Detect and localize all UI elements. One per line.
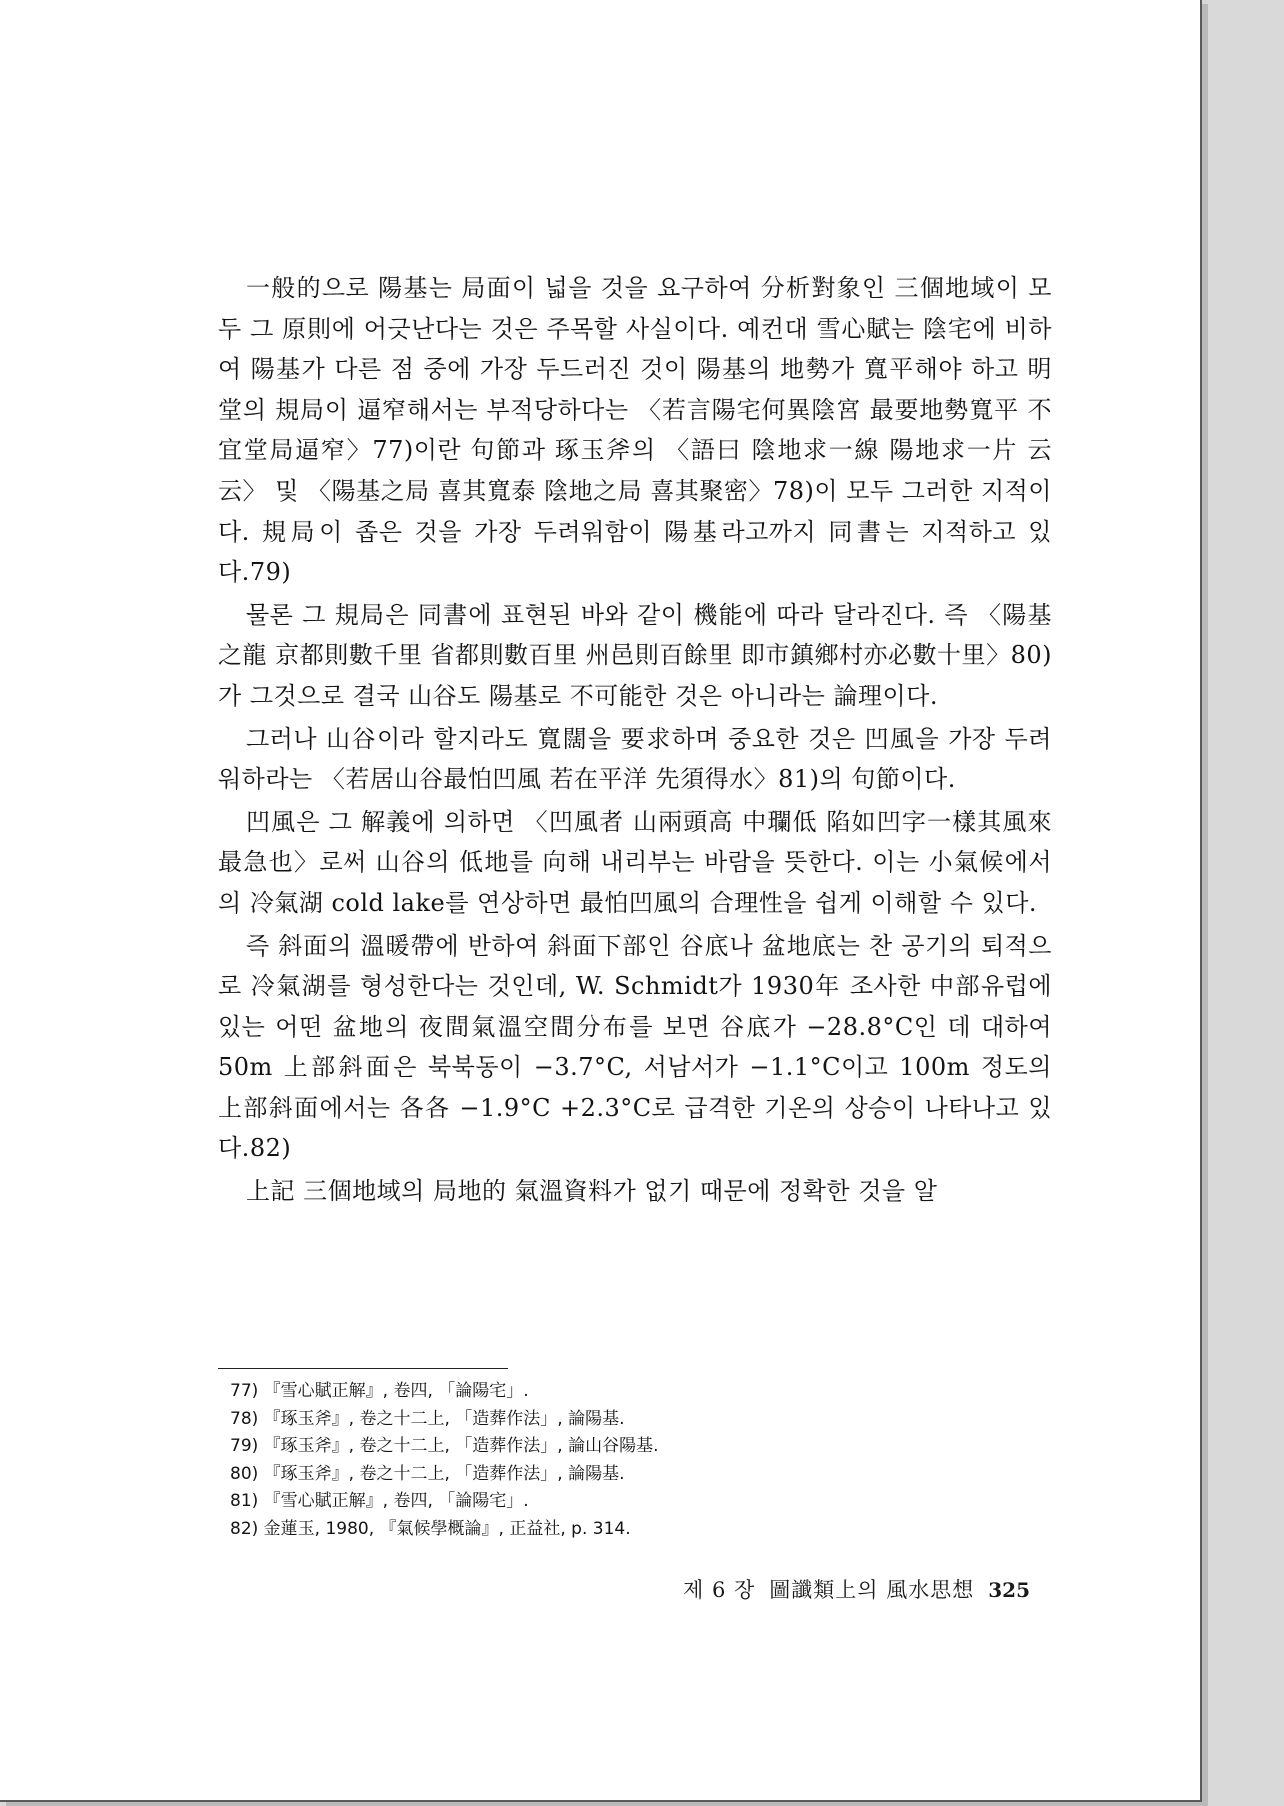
footnote: 79) 『琢玉斧』, 卷之十二上, 「造葬作法」, 論山谷陽基. xyxy=(230,1436,659,1457)
footnote: 82) 金蓮玉, 1980, 『氣候學概論』, 正益社, p. 314. xyxy=(230,1518,631,1539)
chapter-label: 제 6 장 xyxy=(682,1578,756,1602)
running-footer xyxy=(640,1574,1030,1604)
paragraph: 一般的으로 陽基는 局面이 넓을 것을 요구하여 分析對象인 三個地域이 모두 그 原則에 어긋난다는 것은 주목할 사실이다. 예컨대 雪心賦는 陰宅에 비하여 陽基가 다른 점 중에 가장 두드러진 것이 陽基의 地勢가 寬平해야 하고 明堂의 規局이 逼窄해서는 부적당하다는 〈若言陽宅何異陰宮 最要地勢寬平 不宜堂局逼窄〉77)이란 句節과 琢玉斧의 〈語曰 陰地求一線 陽地求一片 云云〉 및 〈陽基之局 喜其寬泰 陰地之局 喜其聚密〉78)이 모두 그러한 지적이다. 規局이 좁은 것을 가장 두려워함이 陽基라고까지 同書는 지적하고 있다.79) xyxy=(218,274,1052,587)
body-text xyxy=(218,268,1052,1212)
chapter-title: 圖讖類上의 風水思想 xyxy=(769,1578,975,1602)
paragraph: 上記 三個地域의 局地的 氣溫資料가 없기 때문에 정확한 것을 알 xyxy=(246,1177,938,1206)
paragraph: 물론 그 規局은 同書에 표현된 바와 같이 機能에 따라 달라진다. 즉 〈陽基之龍 京都則數千里 省都則數百里 州邑則百餘里 即市鎮鄉村亦必數十里〉80)가 그것으로 결국 山谷도 陽基로 不可能한 것은 아니라는 論理이다. xyxy=(218,600,1052,710)
footnotes xyxy=(230,1378,990,1544)
footnote: 80) 『琢玉斧』, 卷之十二上, 「造葬作法」, 論陽基. xyxy=(230,1463,625,1484)
paragraph: 그러나 山谷이라 할지라도 寬闊을 要求하며 중요한 것은 凹風을 가장 두려워하라는 〈若居山谷最怕凹風 若在平洋 先須得水〉81)의 句節이다. xyxy=(218,724,1052,794)
footnote: 77) 『雪心賦正解』, 卷四, 「論陽宅」. xyxy=(230,1381,529,1401)
page-number: 325 xyxy=(988,1578,1030,1602)
footnote-divider xyxy=(218,1368,508,1369)
paragraph: 凹風은 그 解義에 의하면 〈凹風者 山兩頭高 中瓓低 陷如凹字一樣其風來最急也〉로써 山谷의 低地를 向해 내리부는 바람을 뜻한다. 이는 小氣候에서의 冷氣湖 cold lake를 연상하면 最怕凹風의 合理性을 쉽게 이해할 수 있다. xyxy=(218,807,1052,917)
paragraph: 즉 斜面의 溫暖帶에 반하여 斜面下部인 谷底나 盆地底는 찬 공기의 퇴적으로 冷氣湖를 형성한다는 것인데, W. Schmidt가 1930年 조사한 中部유럽에 있는 어떤 盆地의 夜間氣溫空間分布를 보면 谷底가 −28.8°C인 데 대하여 50m 上部斜面은 북북동이 −3.7°C, 서남서가 −1.1°C이고 100m 정도의 上部斜面에서는 各各 −1.9°C +2.3°C로 급격한 기온의 상승이 나타나고 있다.82) xyxy=(218,931,1052,1163)
footnote: 78) 『琢玉斧』, 卷之十二上, 「造葬作法」, 論陽基. xyxy=(230,1408,625,1429)
footnote: 81) 『雪心賦正解』, 卷四, 「論陽宅」. xyxy=(230,1491,529,1512)
